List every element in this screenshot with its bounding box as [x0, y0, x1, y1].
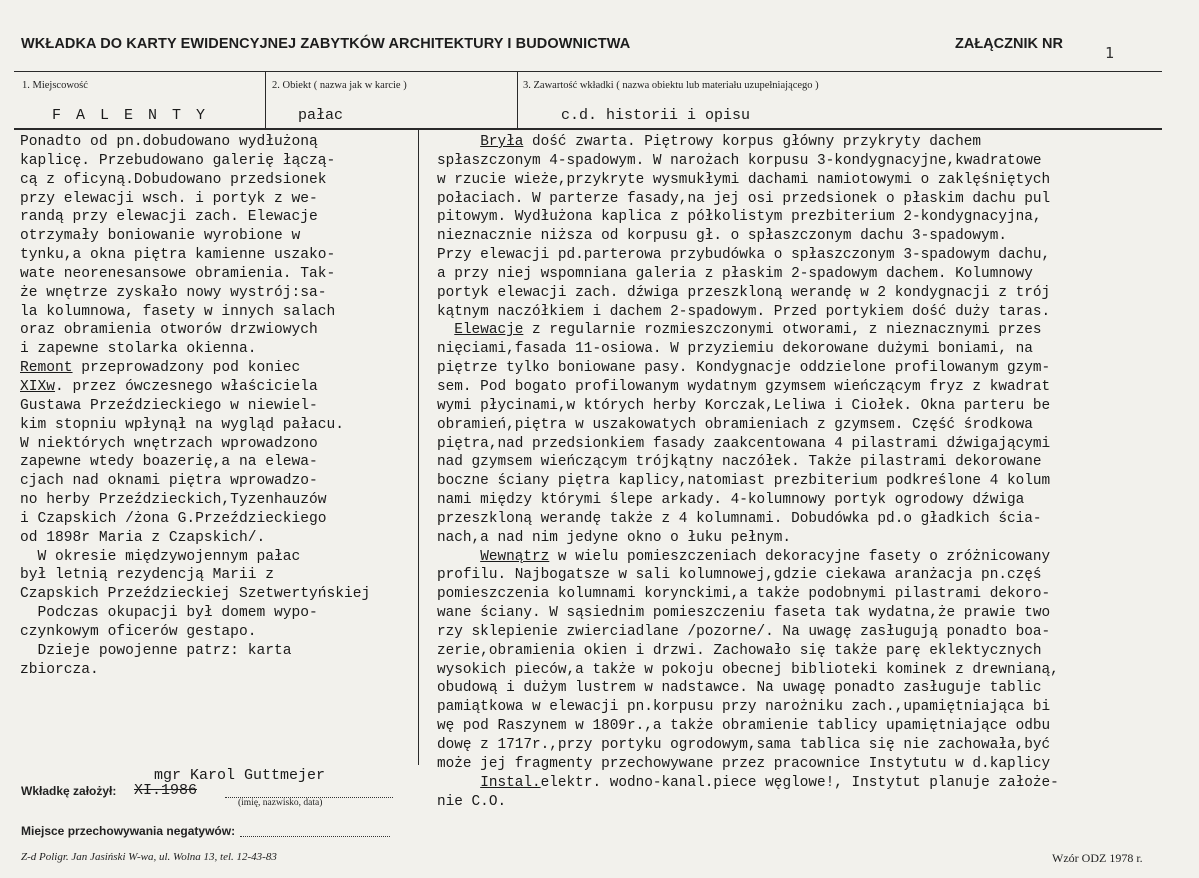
right-text-line: profilu. Najbogatsze w sali kolumnowej,gdzie ciekawa aranżacja pn.częś	[437, 567, 1042, 584]
left-text-line: przy elewacji wsch. i portyk z we-	[20, 190, 318, 207]
date-value: XI.1986	[134, 782, 198, 799]
left-text-line: cjach nad oknami piętra wprowadzo-	[20, 473, 318, 490]
right-text-column	[437, 133, 1182, 810]
right-text-line: wane ściany. W sąsiednim pomieszczeniu faseta tak wydatna,że prawie two	[437, 605, 1051, 622]
contents-value: c.d. historii i opisu	[561, 107, 751, 124]
column-divider	[418, 129, 419, 765]
left-text-line: Gustawa Przeździeckiego w niewiel-	[20, 397, 318, 414]
right-text-line: wymi płycinami,w których herby Korczak,Leliwa i Ciołek. Okna parteru be	[437, 397, 1051, 414]
right-text-line: Bryła dość zwarta. Piętrowy korpus główny przykryty dachem	[480, 134, 982, 150]
right-text-line: nie C.O.	[437, 793, 507, 810]
right-text-line: obramień,piętra w uszakowatych obramieniach z gzymsem. Część środkowa	[437, 416, 1033, 433]
right-text-line: rzy sklepienie zwierciadlane /pozorne/. Na uwagę zasługują ponadto boa-	[437, 623, 1051, 640]
right-text-line: nad gzymsem wieńczącym trójkątny naczółek. Także pilastrami dekorowane	[437, 454, 1042, 471]
right-text-line: kątnym naczółkiem i dachem 2-spadowym. Przed portykiem dość duży taras.	[437, 303, 1051, 320]
object-label: 2. Obiekt ( nazwa jak w karcie )	[272, 80, 407, 91]
right-text-line: zerie,obramienia okien i drzwi. Zachowało się także parę eklektycznych	[437, 642, 1042, 659]
author-caption: (imię, nazwisko, data)	[238, 798, 323, 808]
section-heading: Bryła	[480, 134, 524, 150]
left-text-line: i Czapskich /żona G.Przeździeckiego	[20, 510, 327, 527]
right-text-line: Elewacje z regularnie rozmieszczonymi otworami, z nieznacznymi przes	[454, 322, 1042, 339]
locality-label: 1. Miejscowość	[22, 80, 88, 91]
author-name: mgr Karol Guttmejer	[154, 767, 326, 784]
left-text-line: la kolumnowa, fasety w innych salach	[20, 303, 336, 320]
divider-locality-object	[265, 71, 266, 129]
left-text-line: XIXw. przez ówczesnego właściciela	[20, 378, 318, 395]
annex-number: 1	[1105, 44, 1115, 62]
section-heading: Wewnątrz	[480, 548, 550, 565]
left-text-line: zapewne wtedy boazerię,a na elewa-	[20, 454, 318, 471]
section-heading: Elewacje	[454, 322, 524, 339]
author-label: Wkładkę założył:	[21, 784, 117, 798]
left-text-line: W niektórych wnętrzach wprowadzono	[20, 435, 318, 452]
left-text-line: W okresie międzywojennym pałac	[20, 548, 301, 565]
pattern-label: Wzór	[1052, 851, 1079, 865]
negatives-label: Miejsce przechowywania negatywów:	[21, 824, 236, 838]
left-text-line: Podczas okupacji był domem wypo-	[20, 605, 318, 622]
left-text-line: oraz obramienia otworów drzwiowych	[20, 322, 318, 339]
right-text-line: pomieszczenia kolumnami korynckimi,a także podobnymi pilastrami dekoro-	[437, 586, 1051, 603]
right-text-line: może jej fragmenty przechowywane przez pracownice Instytutu w d.kaplicy	[437, 755, 1051, 772]
left-text-line: randą przy elewacji zach. Elewacje	[20, 209, 318, 226]
right-text-line: wę pod Raszynem w 1809r.,a także obramienie tablicy upamiętniające odbu	[437, 718, 1051, 735]
right-text-line: Przy elewacji pd.parterowa przybudówka o spłaszczonym 3-spadowym dachu,	[437, 247, 1051, 264]
left-text-line: od 1898r Maria z Czapskich/.	[20, 529, 266, 546]
locality-value: F A L E N T Y	[52, 107, 209, 124]
left-text-line: wate neorenesansowe obramienia. Tak-	[20, 265, 336, 282]
right-text-line: spłaszczonym 4-spadowym. W narożach korpusu 3-kondygnacyjne,kwadratowe	[437, 152, 1042, 169]
left-text-line: czynkowym oficerów gestapo.	[20, 623, 257, 640]
left-text-line: Czapskich Przeździeckiej Szetwertyńskiej	[20, 586, 371, 603]
divider-object-contents	[517, 71, 518, 129]
left-text-line: że wnętrze zyskało nowy wystrój:sa-	[20, 284, 327, 301]
right-text-line: boczne ściany piętra kaplicy,natomiast prezbiterium podkreślone 4 kolum	[437, 473, 1051, 490]
right-text-line: nach,a nad nim jedyne okno o łuku pełnym.	[437, 529, 792, 546]
right-text-line: pitowym. Wydłużona kaplica z półkolistym prezbiterium 2-kondygnacyjna,	[437, 209, 1042, 226]
annex-label: ZAŁĄCZNIK NR	[955, 36, 1063, 52]
right-text-line: dowę z 1717r.,przy portyku ogrodowym,sama tablica się nie zachowała,być	[437, 737, 1051, 753]
contents-label: 3. Zawartość wkładki ( nazwa obiektu lub materiału uzupełniającego )	[523, 80, 819, 91]
left-text-line: Remont przeprowadzony pod koniec	[20, 360, 301, 377]
pattern-mark	[1052, 851, 1143, 866]
right-text-line: połaciach. W parterze fasady,na jej osi przedsionek o płaskim dachu pul	[437, 190, 1051, 207]
printer-info: Z-d Poligr. Jan Jasiński W-wa, ul. Wolna 13, tel. 12-43-83	[21, 851, 277, 863]
section-heading: Remont	[20, 360, 73, 377]
left-text-line: był letnią rezydencją Marii z	[20, 567, 274, 584]
left-text-line: Dzieje powojenne patrz: karta	[20, 642, 292, 659]
left-text-line: kim stopniu wpłynął na wygląd pałacu.	[20, 416, 345, 433]
object-value: pałac	[298, 107, 344, 124]
right-text-line: portyk elewacji zach. dźwiga przeszkloną werandę w 2 kondygnacji z trój	[437, 284, 1051, 301]
left-text-line: no herby Przeździeckich,Tyzenhauzów	[20, 492, 327, 509]
right-text-line: przeszkloną werandę także z 4 kolumnami. Dobudówka pd.o gładkich ścia-	[437, 510, 1042, 527]
right-text-line: w rzucie wieże,przykryte wysmukłymi dachami namiotowymi o zaklęśniętych	[437, 171, 1051, 188]
right-text-line: nieznacznie niższa od korpusu gł. o spłaszczonym dachu 3-spadowym.	[437, 228, 1007, 245]
left-text-line: otrzymały boniowanie wyrobione w	[20, 228, 301, 245]
right-text-line: piętra,nad przedsionkiem fasady zaakcentowana 4 pilastrami dźwigającymi	[437, 435, 1051, 452]
right-text-line: sem. Pod bogato profilowanym wydatnym gzymsem wieńczącym fryz z kwadrat	[437, 378, 1051, 395]
right-text-line: Instal.elektr. wodno-kanal.piece węglowe!, Instytut planuje założe-	[480, 774, 1059, 791]
left-text-line: kaplicę. Przebudowano galerię łączą-	[20, 152, 336, 169]
right-text-line: piętrze tylko boniowane pasy. Kondygnacje oddzielone profilowanym gzym-	[437, 360, 1051, 377]
field-bottom-rule	[14, 128, 1162, 130]
left-text-line: i zapewne stolarka okienna.	[20, 341, 257, 358]
right-text-line: wysokich pieców,a także w pokoju obecnej biblioteki kominek z drewnianą,	[437, 661, 1059, 678]
right-text-line: nięciami,fasada 11-osiowa. W przyziemiu dekorowane dużymi boniami, na	[437, 341, 1033, 358]
form-title: WKŁADKA DO KARTY EWIDENCYJNEJ ZABYTKÓW ARCHITEKTURY I BUDOWNICTWA	[21, 36, 631, 52]
section-heading: Instal.	[480, 774, 541, 791]
right-text-line: pamiątkowa w elewacji pn.korpusu przy narożniku zach.,upamiętniająca bi	[437, 699, 1051, 716]
pattern-value: ODZ 1978 r.	[1081, 851, 1143, 865]
left-text-line: zbiorcza.	[20, 661, 99, 678]
left-text-line: tynku,a okna piętra kamienne uszako-	[20, 247, 336, 264]
right-text-line: nami między którymi ślepe arkady. 4-kolumnowy portyk ogrodowy dźwiga	[437, 492, 1025, 509]
right-text-line: obudową i dużym lustrem w nadstawce. Na uwagę ponadto zasługuje tablic	[437, 680, 1042, 697]
left-text-line: cą z oficyną.Dobudowano przedsionek	[20, 171, 327, 188]
left-text-line: Ponadto od pn.dobudowano wydłużoną	[20, 134, 318, 150]
top-rule	[14, 71, 1162, 72]
section-heading: XIXw	[20, 378, 56, 395]
left-text-column	[20, 133, 412, 678]
negatives-dotline	[240, 836, 390, 837]
right-text-line: Wewnątrz w wielu pomieszczeniach dekoracyjne fasety o zróżnicowany	[480, 548, 1051, 565]
right-text-line: a przy niej wspomniana galeria z płaskim 2-spadowym dachem. Kolumnowy	[437, 265, 1033, 282]
